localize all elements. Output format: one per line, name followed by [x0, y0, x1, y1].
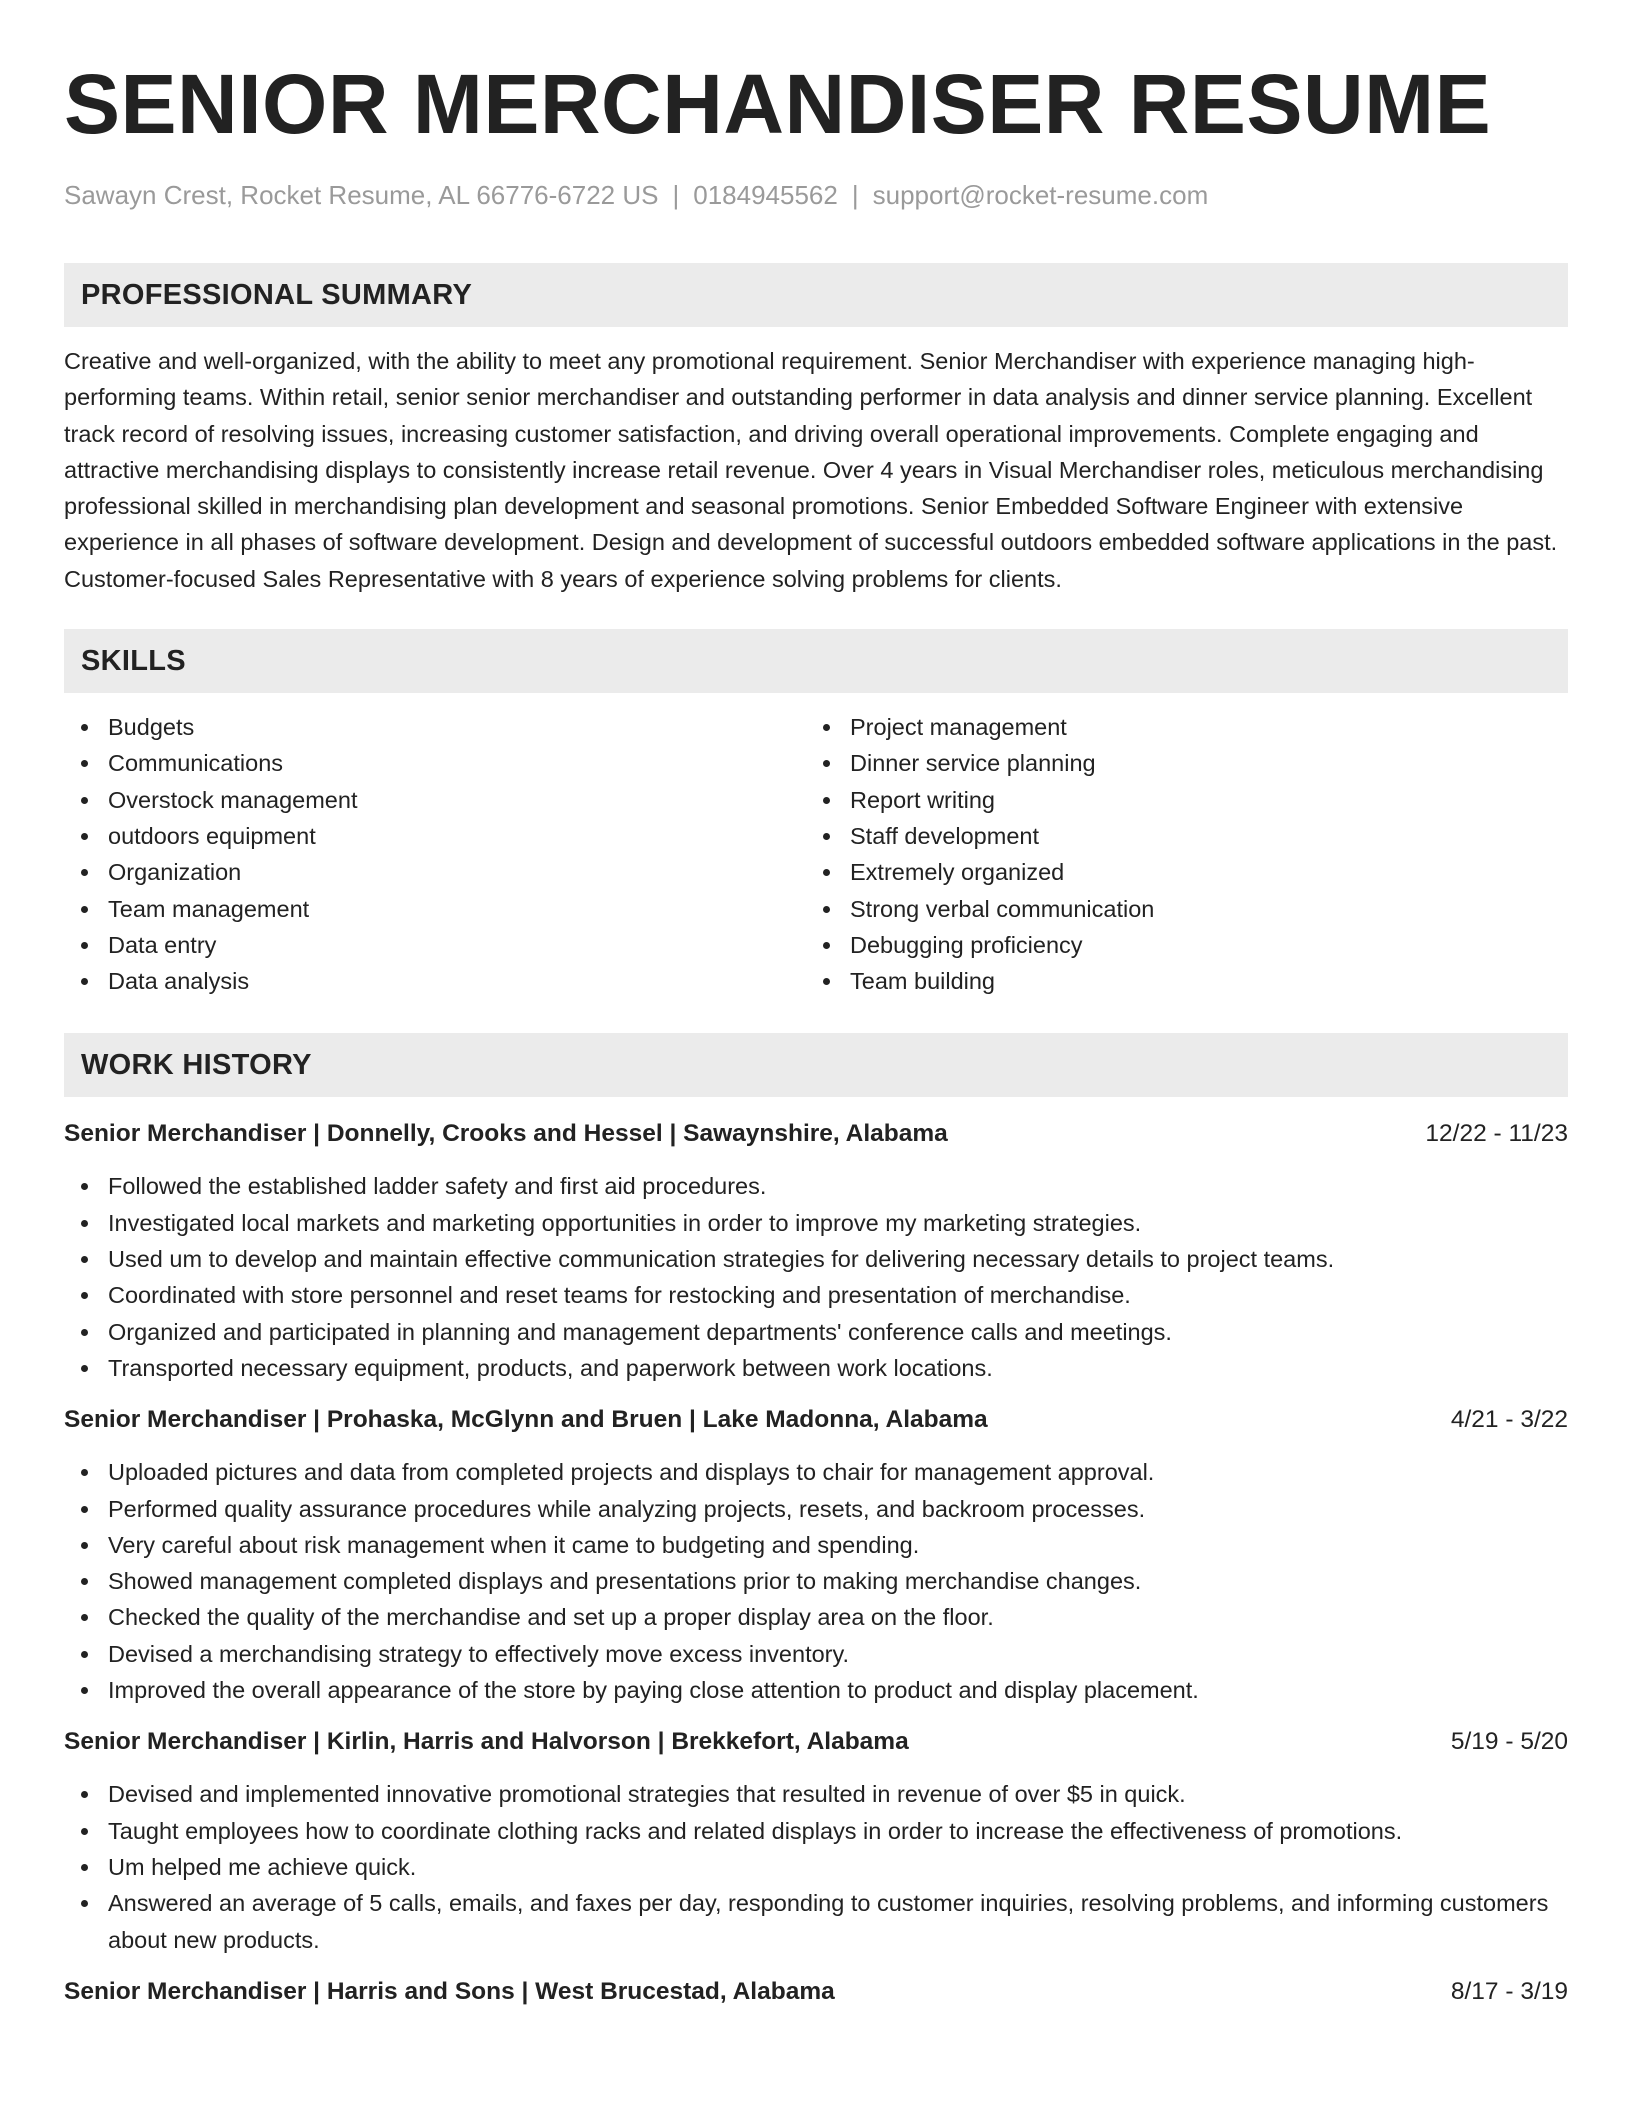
job-bullet: Transported necessary equipment, products, and paperwork between work locations. [64, 1350, 1568, 1386]
job-bullet: Organized and participated in planning and management departments' conference calls and meetings. [64, 1314, 1568, 1350]
job-dates: 5/19 - 5/20 [1450, 1728, 1568, 1756]
job-title: Senior Merchandiser | Donnelly, Crooks and Hessel | Sawaynshire, Alabama [64, 1120, 948, 1148]
job-bullet: Checked the quality of the merchandise and set up a proper display area on the floor. [64, 1599, 1568, 1635]
skill-item: Debugging proficiency [806, 927, 1548, 963]
job-bullet: Taught employees how to coordinate clothing racks and related displays in order to increase the effectiveness of promotions. [64, 1813, 1568, 1849]
job-header [64, 1403, 1568, 1437]
job-dates: 12/22 - 11/23 [1425, 1120, 1568, 1148]
job-entry [64, 1725, 1568, 1957]
skill-item: outdoors equipment [64, 818, 806, 854]
skill-item: Dinner service planning [806, 745, 1548, 781]
skill-item: Communications [64, 745, 806, 781]
job-bullet: Coordinated with store personnel and reset teams for restocking and presentation of merchandise. [64, 1277, 1568, 1313]
job-entry [64, 1403, 1568, 1708]
resume-title: SENIOR MERCHANDISER RESUME [64, 57, 1492, 151]
job-bullet: Uploaded pictures and data from completed projects and displays to chair for management approval. [64, 1454, 1568, 1490]
job-header [64, 1117, 1568, 1151]
job-bullet: Very careful about risk management when it came to budgeting and spending. [64, 1527, 1568, 1563]
job-bullet: Showed management completed displays and presentations prior to making merchandise changes. [64, 1563, 1568, 1599]
section-heading-summary: PROFESSIONAL SUMMARY [64, 263, 1568, 327]
skills-list [64, 709, 1568, 999]
job-responsibilities [64, 1454, 1568, 1708]
job-bullet: Followed the established ladder safety and first aid procedures. [64, 1168, 1568, 1204]
contact-line [64, 178, 1568, 212]
skill-item: Team management [64, 891, 806, 927]
job-header [64, 1975, 1568, 2009]
job-entry [64, 1117, 1568, 1386]
job-dates: 8/17 - 3/19 [1450, 1977, 1568, 2005]
contact-email: support@rocket-resume.com [872, 180, 1209, 210]
job-bullet: Answered an average of 5 calls, emails, and faxes per day, responding to customer inquiries, resolving problems, and informing customers about new products. [64, 1885, 1568, 1958]
job-responsibilities [64, 1776, 1568, 1957]
skill-item: Strong verbal communication [806, 891, 1548, 927]
contact-address: Sawayn Crest, Rocket Resume, AL 66776-6722 US [64, 180, 659, 210]
job-title: Senior Merchandiser | Prohaska, McGlynn and Bruen | Lake Madonna, Alabama [64, 1406, 988, 1434]
skill-item: Staff development [806, 818, 1548, 854]
job-title: Senior Merchandiser | Harris and Sons | West Brucestad, Alabama [64, 1977, 835, 2005]
job-bullet: Devised and implemented innovative promotional strategies that resulted in revenue of over $5 in quick. [64, 1776, 1568, 1812]
summary-text: Creative and well-organized, with the ability to meet any promotional requirement. Senior Merchandiser with experience managing high-performing teams. Within retail, senior senior merchandiser and outstanding performer in data analysis and dinner service planning. Excellent track record of resolving issues, increasing customer satisfaction, and driving overall operational improvements. Complete engaging and attractive merchandising displays to consistently increase retail revenue. Over 4 years in Visual Merchandiser roles, meticulous merchandising professional skilled in merchandising plan development and seasonal promotions. Senior Embedded Software Engineer with extensive experience in all phases of software development. Design and development of successful outdoors embedded software applications in the past. Customer-focused Sales Representative with 8 years of experience solving problems for clients. [64, 348, 1558, 592]
contact-phone: 0184945562 [693, 180, 838, 210]
resume-page [64, 0, 1568, 2009]
job-bullet: Devised a merchandising strategy to effectively move excess inventory. [64, 1636, 1568, 1672]
job-dates: 4/21 - 3/22 [1450, 1406, 1568, 1434]
skill-item: Project management [806, 709, 1548, 745]
job-bullet: Investigated local markets and marketing opportunities in order to improve my marketing strategies. [64, 1205, 1568, 1241]
skill-item: Budgets [64, 709, 806, 745]
job-responsibilities [64, 1168, 1568, 1386]
job-bullet: Used um to develop and maintain effective communication strategies for delivering necessary details to project teams. [64, 1241, 1568, 1277]
contact-separator: | [851, 180, 859, 210]
skill-item: Overstock management [64, 782, 806, 818]
skill-item: Report writing [806, 782, 1548, 818]
job-header [64, 1725, 1568, 1759]
skill-item: Extremely organized [806, 854, 1548, 890]
job-title: Senior Merchandiser | Kirlin, Harris and Halvorson | Brekkefort, Alabama [64, 1728, 909, 1756]
skills-column-right [806, 709, 1548, 999]
section-heading-work-history: WORK HISTORY [64, 1033, 1568, 1097]
job-entry [64, 1975, 1568, 2009]
skill-item: Team building [806, 963, 1548, 999]
job-bullet: Um helped me achieve quick. [64, 1849, 1568, 1885]
work-history-list [64, 1117, 1568, 2008]
job-bullet: Improved the overall appearance of the store by paying close attention to product and display placement. [64, 1672, 1568, 1708]
skill-item: Data analysis [64, 963, 806, 999]
section-heading-skills: SKILLS [64, 629, 1568, 693]
job-bullet: Performed quality assurance procedures while analyzing projects, resets, and backroom processes. [64, 1491, 1568, 1527]
skill-item: Organization [64, 854, 806, 890]
skills-column-left [64, 709, 806, 999]
skill-item: Data entry [64, 927, 806, 963]
contact-separator: | [672, 180, 680, 210]
